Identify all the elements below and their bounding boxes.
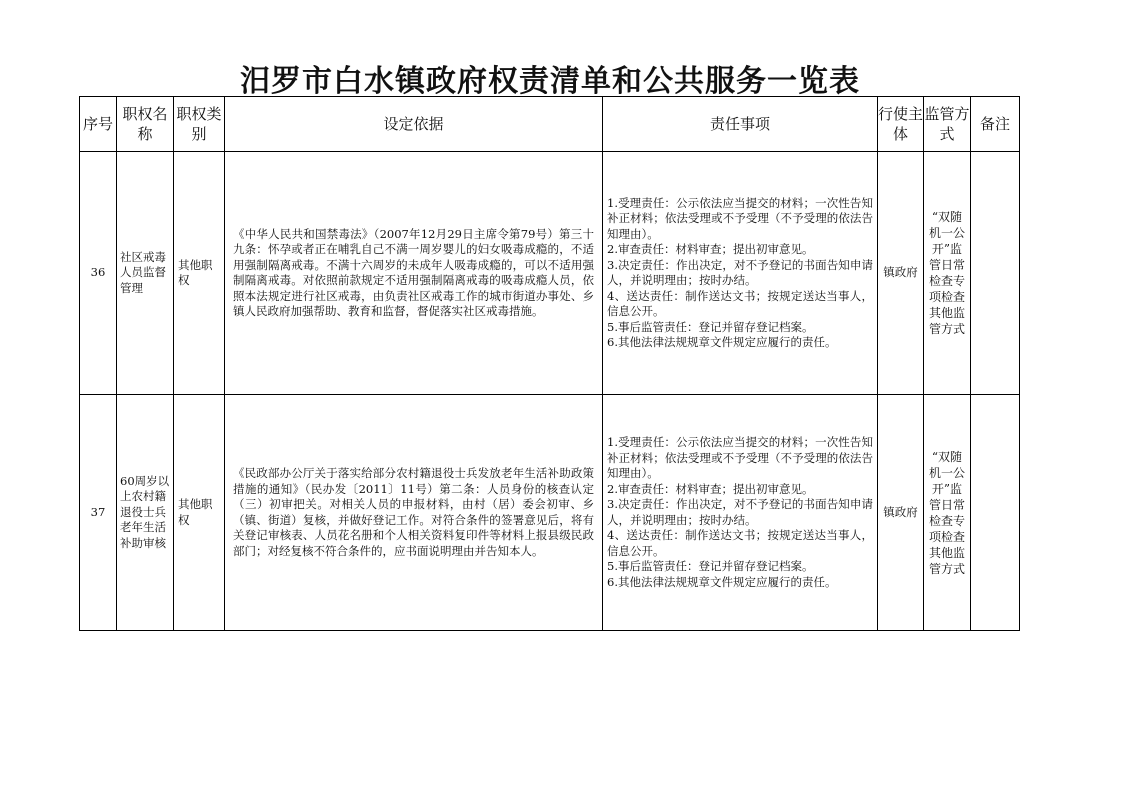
row-method: “双随机一公开”监管日常检查专项检查其他监管方式 [924, 395, 971, 631]
row-subject: 镇政府 [878, 152, 924, 395]
row-seq: 36 [80, 152, 117, 395]
row-seq: 37 [80, 395, 117, 631]
duty-item: 2.审查责任：材料审查；提出初审意见。 [607, 242, 814, 256]
row-type: 其他职权 [174, 152, 225, 395]
row-subject: 镇政府 [878, 395, 924, 631]
duty-item: 6.其他法律法规规章文件规定应履行的责任。 [607, 335, 837, 349]
duty-item: 3.决定责任：作出决定，对不予登记的书面告知申请人，并说明理由；按时办结。 [607, 497, 873, 527]
duty-item: 4、送达责任：制作送达文书；按规定送达当事人，信息公开。 [607, 288, 873, 318]
document-title: 汨罗市白水镇政府权责清单和公共服务一览表 [240, 64, 860, 99]
header-remark: 备注 [971, 97, 1020, 152]
row-remark [971, 152, 1020, 395]
table-row [80, 395, 1020, 631]
row-basis: 《民政部办公厅关于落实给部分农村籍退役士兵发放老年生活补助政策措施的通知》（民办发〔2011〕11号）第二条：人员身份的核查认定（三）初审把关。对相关人员的申报材料，由村（居）委会初审、乡（镇、街道）复核，并做好登记工作。对符合条件的签署意见后，将有关登记审核表、人员花名册和个人相关资料复印件等材料上报县级民政部门；对经复核不符合条件的，应书面说明理由并告知本人。 [225, 395, 603, 631]
header-basis: 设定依据 [225, 97, 603, 152]
header-row [80, 97, 1020, 152]
row-name: 60周岁以上农村籍退役士兵老年生活补助审核 [117, 395, 174, 631]
duty-item: 1.受理责任：公示依法应当提交的材料；一次性告知补正材料；依法受理或不予受理（不予受理的依法告知理由）。 [607, 195, 873, 241]
power-list-table [79, 96, 1020, 631]
duty-item: 5.事后监管责任：登记并留存登记档案。 [607, 319, 814, 334]
header-method: 监管方式 [924, 97, 971, 152]
row-name: 社区戒毒人员监督管理 [117, 152, 174, 395]
header-type: 职权类别 [174, 97, 225, 152]
duty-item: 4、送达责任：制作送达文书；按规定送达当事人，信息公开。 [607, 528, 873, 558]
row-method: “双随机一公开”监管日常检查专项检查其他监管方式 [924, 152, 971, 395]
duty-item: 6.其他法律法规规章文件规定应履行的责任。 [607, 574, 837, 589]
header-duty: 责任事项 [603, 97, 878, 152]
header-subject: 行使主体 [878, 97, 924, 152]
duty-item: 2.审查责任：材料审查；提出初审意见。 [607, 481, 814, 496]
row-type: 其他职权 [174, 395, 225, 631]
row-duty [603, 152, 878, 395]
header-name: 职权名称 [117, 97, 174, 152]
table-row [80, 152, 1020, 395]
row-basis: 《中华人民共和国禁毒法》（2007年12月29日主席令第79号）第三十九条：怀孕或者正在哺乳自己不满一周岁婴儿的妇女吸毒成瘾的，不适用强制隔离戒毒。不满十六周岁的未成年人吸毒成瘾的，可以不适用强制隔离戒毒。对依照前款规定不适用强制隔离戒毒的吸毒成瘾人员，依照本法规定进行社区戒毒，由负责社区戒毒工作的城市街道办事处、乡镇人民政府加强帮助、教育和监督，督促落实社区戒毒措施。 [225, 152, 603, 395]
header-seq: 序号 [80, 97, 117, 152]
duty-item: 3.决定责任：作出决定，对不予登记的书面告知申请人，并说明理由；按时办结。 [607, 257, 873, 287]
duty-item: 5.事后监管责任：登记并留存登记档案。 [607, 559, 814, 573]
row-duty [603, 395, 878, 631]
row-remark [971, 395, 1020, 631]
duty-item: 1.受理责任：公示依法应当提交的材料；一次性告知补正材料；依法受理或不予受理（不予受理的依法告知理由）。 [607, 435, 873, 480]
